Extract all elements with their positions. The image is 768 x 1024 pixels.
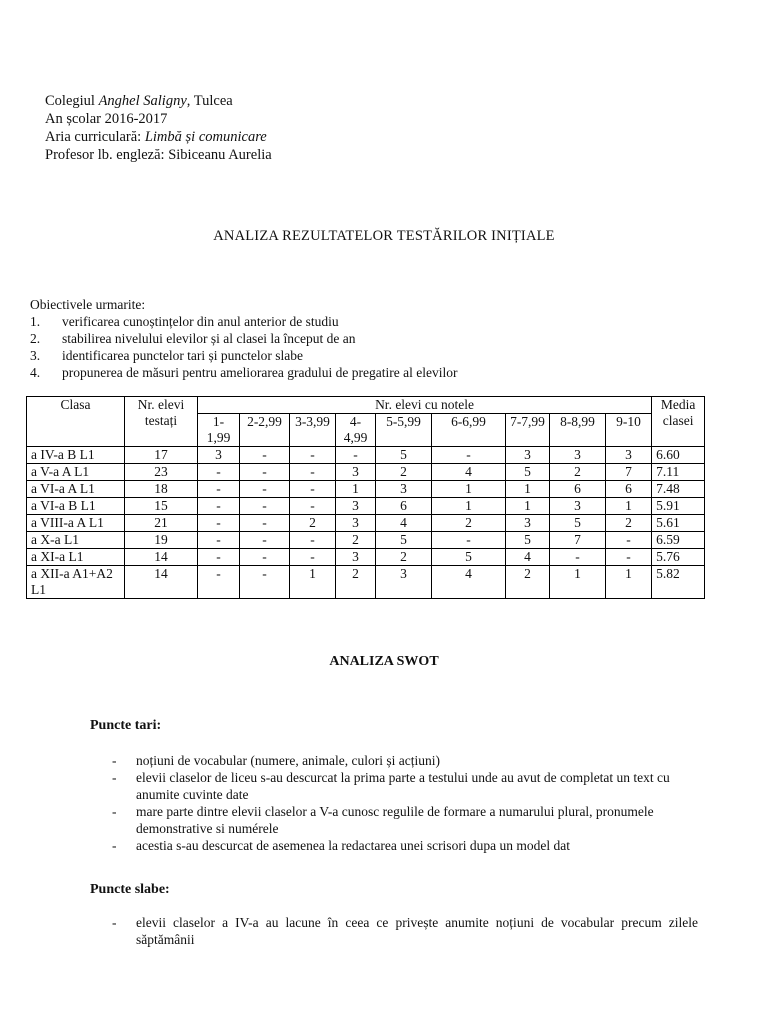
grade-count-cell: 4	[432, 566, 506, 599]
strengths-list	[112, 752, 698, 854]
students-count-cell: 17	[125, 447, 198, 464]
table-row	[27, 464, 705, 481]
grade-range-header: 8-8,99	[550, 414, 606, 447]
grade-range-header: 1-1,99	[198, 414, 240, 447]
weaknesses-list	[112, 914, 698, 948]
grade-count-cell: 3	[336, 464, 376, 481]
bullet-text: elevii claselor a IV-a au lacune în ceea ce privește anumite noțiuni de vocabular precum zilele săptămânii	[136, 915, 698, 947]
objective-item: 3. identificarea punctelor tari și punctelor slabe	[30, 348, 304, 363]
grade-count-cell: -	[240, 481, 290, 498]
grade-count-cell: -	[432, 447, 506, 464]
table-row	[27, 447, 705, 464]
average-cell: 5.76	[652, 549, 705, 566]
objectives-section	[30, 296, 457, 381]
grade-count-cell: 3	[336, 498, 376, 515]
grade-range-header: 5-5,99	[376, 414, 432, 447]
table-row	[27, 515, 705, 532]
grade-count-cell: 3	[198, 447, 240, 464]
grade-count-cell: -	[240, 532, 290, 549]
grade-count-cell: 1	[432, 481, 506, 498]
grade-count-cell: 7	[550, 532, 606, 549]
grade-count-cell: 4	[506, 549, 550, 566]
table-row	[27, 481, 705, 498]
grade-count-cell: 2	[290, 515, 336, 532]
objectives-list	[30, 313, 457, 381]
bullet-item	[112, 837, 698, 854]
col-header-class: Clasa	[27, 397, 125, 447]
grade-count-cell: 1	[290, 566, 336, 599]
table-row	[27, 532, 705, 549]
table-row	[27, 549, 705, 566]
grade-count-cell: -	[240, 566, 290, 599]
bullet-dash: -	[112, 915, 117, 930]
grade-range-header: 9-10	[606, 414, 652, 447]
average-cell: 5.61	[652, 515, 705, 532]
grade-count-cell: 3	[550, 447, 606, 464]
grade-count-cell: -	[240, 549, 290, 566]
grade-count-cell: 3	[336, 515, 376, 532]
grade-count-cell: 5	[376, 447, 432, 464]
students-count-cell: 18	[125, 481, 198, 498]
school-line: Colegiul Anghel Saligny, Tulcea	[45, 93, 233, 109]
grade-count-cell: -	[198, 498, 240, 515]
objectives-heading: Obiectivele urmarite:	[30, 297, 146, 312]
weaknesses-title: Puncte slabe:	[90, 882, 170, 897]
grade-count-cell: 7	[606, 464, 652, 481]
students-count-cell: 21	[125, 515, 198, 532]
students-count-cell: 14	[125, 566, 198, 599]
class-cell: a XII-a A1+A2 L1	[27, 566, 125, 599]
grade-count-cell: 3	[376, 481, 432, 498]
grade-range-header: 2-2,99	[240, 414, 290, 447]
grade-count-cell: -	[606, 549, 652, 566]
average-cell: 5.82	[652, 566, 705, 599]
grade-count-cell: 3	[506, 447, 550, 464]
bullet-item	[112, 914, 698, 948]
results-body	[27, 447, 705, 599]
students-count-cell: 19	[125, 532, 198, 549]
grade-count-cell: 2	[506, 566, 550, 599]
grade-count-cell: -	[240, 498, 290, 515]
class-cell: a VIII-a A L1	[27, 515, 125, 532]
bullet-text: elevii claselor de liceu s-au descurcat la prima parte a testului unde au avut de completat un text cu anumite cuvinte date	[136, 770, 670, 802]
col-header-average: Media clasei	[652, 397, 705, 447]
grade-count-cell: 1	[506, 481, 550, 498]
grade-count-cell: -	[198, 549, 240, 566]
grade-count-cell: 3	[376, 566, 432, 599]
grade-count-cell: 1	[506, 498, 550, 515]
class-cell: a XI-a L1	[27, 549, 125, 566]
bullet-text: mare parte dintre elevii claselor a V-a cunosc regulile de formare a numarului plural, pronumele demonstrative si numérele	[136, 804, 654, 836]
grade-count-cell: 6	[376, 498, 432, 515]
grade-count-cell: 6	[606, 481, 652, 498]
grade-count-cell: 5	[550, 515, 606, 532]
grade-count-cell: 4	[376, 515, 432, 532]
grade-range-header: 4-4,99	[336, 414, 376, 447]
grade-count-cell: -	[290, 447, 336, 464]
grade-count-cell: 2	[376, 549, 432, 566]
grade-count-cell: -	[240, 515, 290, 532]
grade-count-cell: 2	[432, 515, 506, 532]
grade-count-cell: 1	[606, 498, 652, 515]
grade-count-cell: -	[550, 549, 606, 566]
bullet-text: noțiuni de vocabular (numere, animale, culori și acțiuni)	[136, 753, 441, 768]
objective-item: 2. stabilirea nivelului elevilor și al clasei la început de an	[30, 331, 356, 346]
bullet-item	[112, 769, 698, 803]
grade-count-cell: -	[290, 532, 336, 549]
document-title: ANALIZA REZULTATELOR TESTĂRILOR INIȚIALE	[213, 228, 555, 244]
school-year-line: An școlar 2016-2017	[45, 111, 168, 127]
class-cell: a V-a A L1	[27, 464, 125, 481]
grade-count-cell: -	[240, 464, 290, 481]
bullet-text: acestia s-au descurcat de asemenea la redactarea unei scrisori dupa un model dat	[136, 838, 571, 853]
grade-count-cell: -	[290, 498, 336, 515]
class-cell: a IV-a B L1	[27, 447, 125, 464]
grade-count-cell: 1	[432, 498, 506, 515]
grade-count-cell: -	[290, 464, 336, 481]
col-header-students: Nr. elevi testați	[125, 397, 198, 447]
grade-count-cell: 1	[606, 566, 652, 599]
grade-count-cell: -	[432, 532, 506, 549]
bullet-dash: -	[112, 770, 117, 785]
students-count-cell: 23	[125, 464, 198, 481]
grade-count-cell: 2	[376, 464, 432, 481]
class-cell: a X-a L1	[27, 532, 125, 549]
grade-count-cell: -	[290, 481, 336, 498]
weaknesses-list-container	[112, 914, 698, 948]
grade-count-cell: 1	[550, 566, 606, 599]
bullet-dash: -	[112, 838, 117, 853]
grade-count-cell: 4	[432, 464, 506, 481]
document-header	[45, 92, 272, 164]
table-row	[27, 498, 705, 515]
grade-count-cell: -	[606, 532, 652, 549]
grade-count-cell: 2	[336, 566, 376, 599]
strengths-list-container	[112, 752, 698, 854]
grade-count-cell: 3	[506, 515, 550, 532]
bullet-dash: -	[112, 804, 117, 819]
bullet-item	[112, 803, 698, 837]
table-row	[27, 566, 705, 599]
grade-count-cell: 3	[606, 447, 652, 464]
grade-range-header: 3-3,99	[290, 414, 336, 447]
average-cell: 5.91	[652, 498, 705, 515]
grade-count-cell: 2	[336, 532, 376, 549]
grade-count-cell: 3	[550, 498, 606, 515]
grade-count-cell: -	[240, 447, 290, 464]
swot-title: ANALIZA SWOT	[329, 654, 439, 669]
strengths-title: Puncte tari:	[90, 718, 162, 733]
class-cell: a VI-a B L1	[27, 498, 125, 515]
curricular-area-line: Aria curriculară: Limbă și comunicare	[45, 129, 267, 145]
grade-count-cell: -	[198, 481, 240, 498]
grade-count-cell: -	[198, 566, 240, 599]
students-count-cell: 14	[125, 549, 198, 566]
grade-count-cell: 5	[506, 464, 550, 481]
bullet-dash: -	[112, 753, 117, 768]
grade-count-cell: 6	[550, 481, 606, 498]
grade-count-cell: -	[290, 549, 336, 566]
grade-count-cell: 5	[376, 532, 432, 549]
results-table	[26, 396, 705, 599]
grade-count-cell: 2	[606, 515, 652, 532]
average-cell: 7.48	[652, 481, 705, 498]
grade-count-cell: -	[336, 447, 376, 464]
objective-item: 1. verificarea cunoștințelor din anul anterior de studiu	[30, 314, 339, 329]
class-cell: a VI-a A L1	[27, 481, 125, 498]
students-count-cell: 15	[125, 498, 198, 515]
grade-count-cell: 5	[432, 549, 506, 566]
objective-item: 4. propunerea de măsuri pentru ameliorarea gradului de pregatire al elevilor	[30, 365, 458, 380]
grade-count-cell: -	[198, 515, 240, 532]
grade-count-cell: 2	[550, 464, 606, 481]
teacher-line: Profesor lb. engleză: Sibiceanu Aurelia	[45, 147, 272, 163]
grade-range-header: 6-6,99	[432, 414, 506, 447]
average-cell: 6.59	[652, 532, 705, 549]
col-header-grades: Nr. elevi cu notele	[198, 397, 652, 414]
grade-range-header: 7-7,99	[506, 414, 550, 447]
average-cell: 7.11	[652, 464, 705, 481]
average-cell: 6.60	[652, 447, 705, 464]
grade-count-cell: -	[198, 532, 240, 549]
grade-count-cell: 3	[336, 549, 376, 566]
grade-count-cell: 5	[506, 532, 550, 549]
bullet-item	[112, 752, 698, 769]
grade-count-cell: -	[198, 464, 240, 481]
grade-count-cell: 1	[336, 481, 376, 498]
